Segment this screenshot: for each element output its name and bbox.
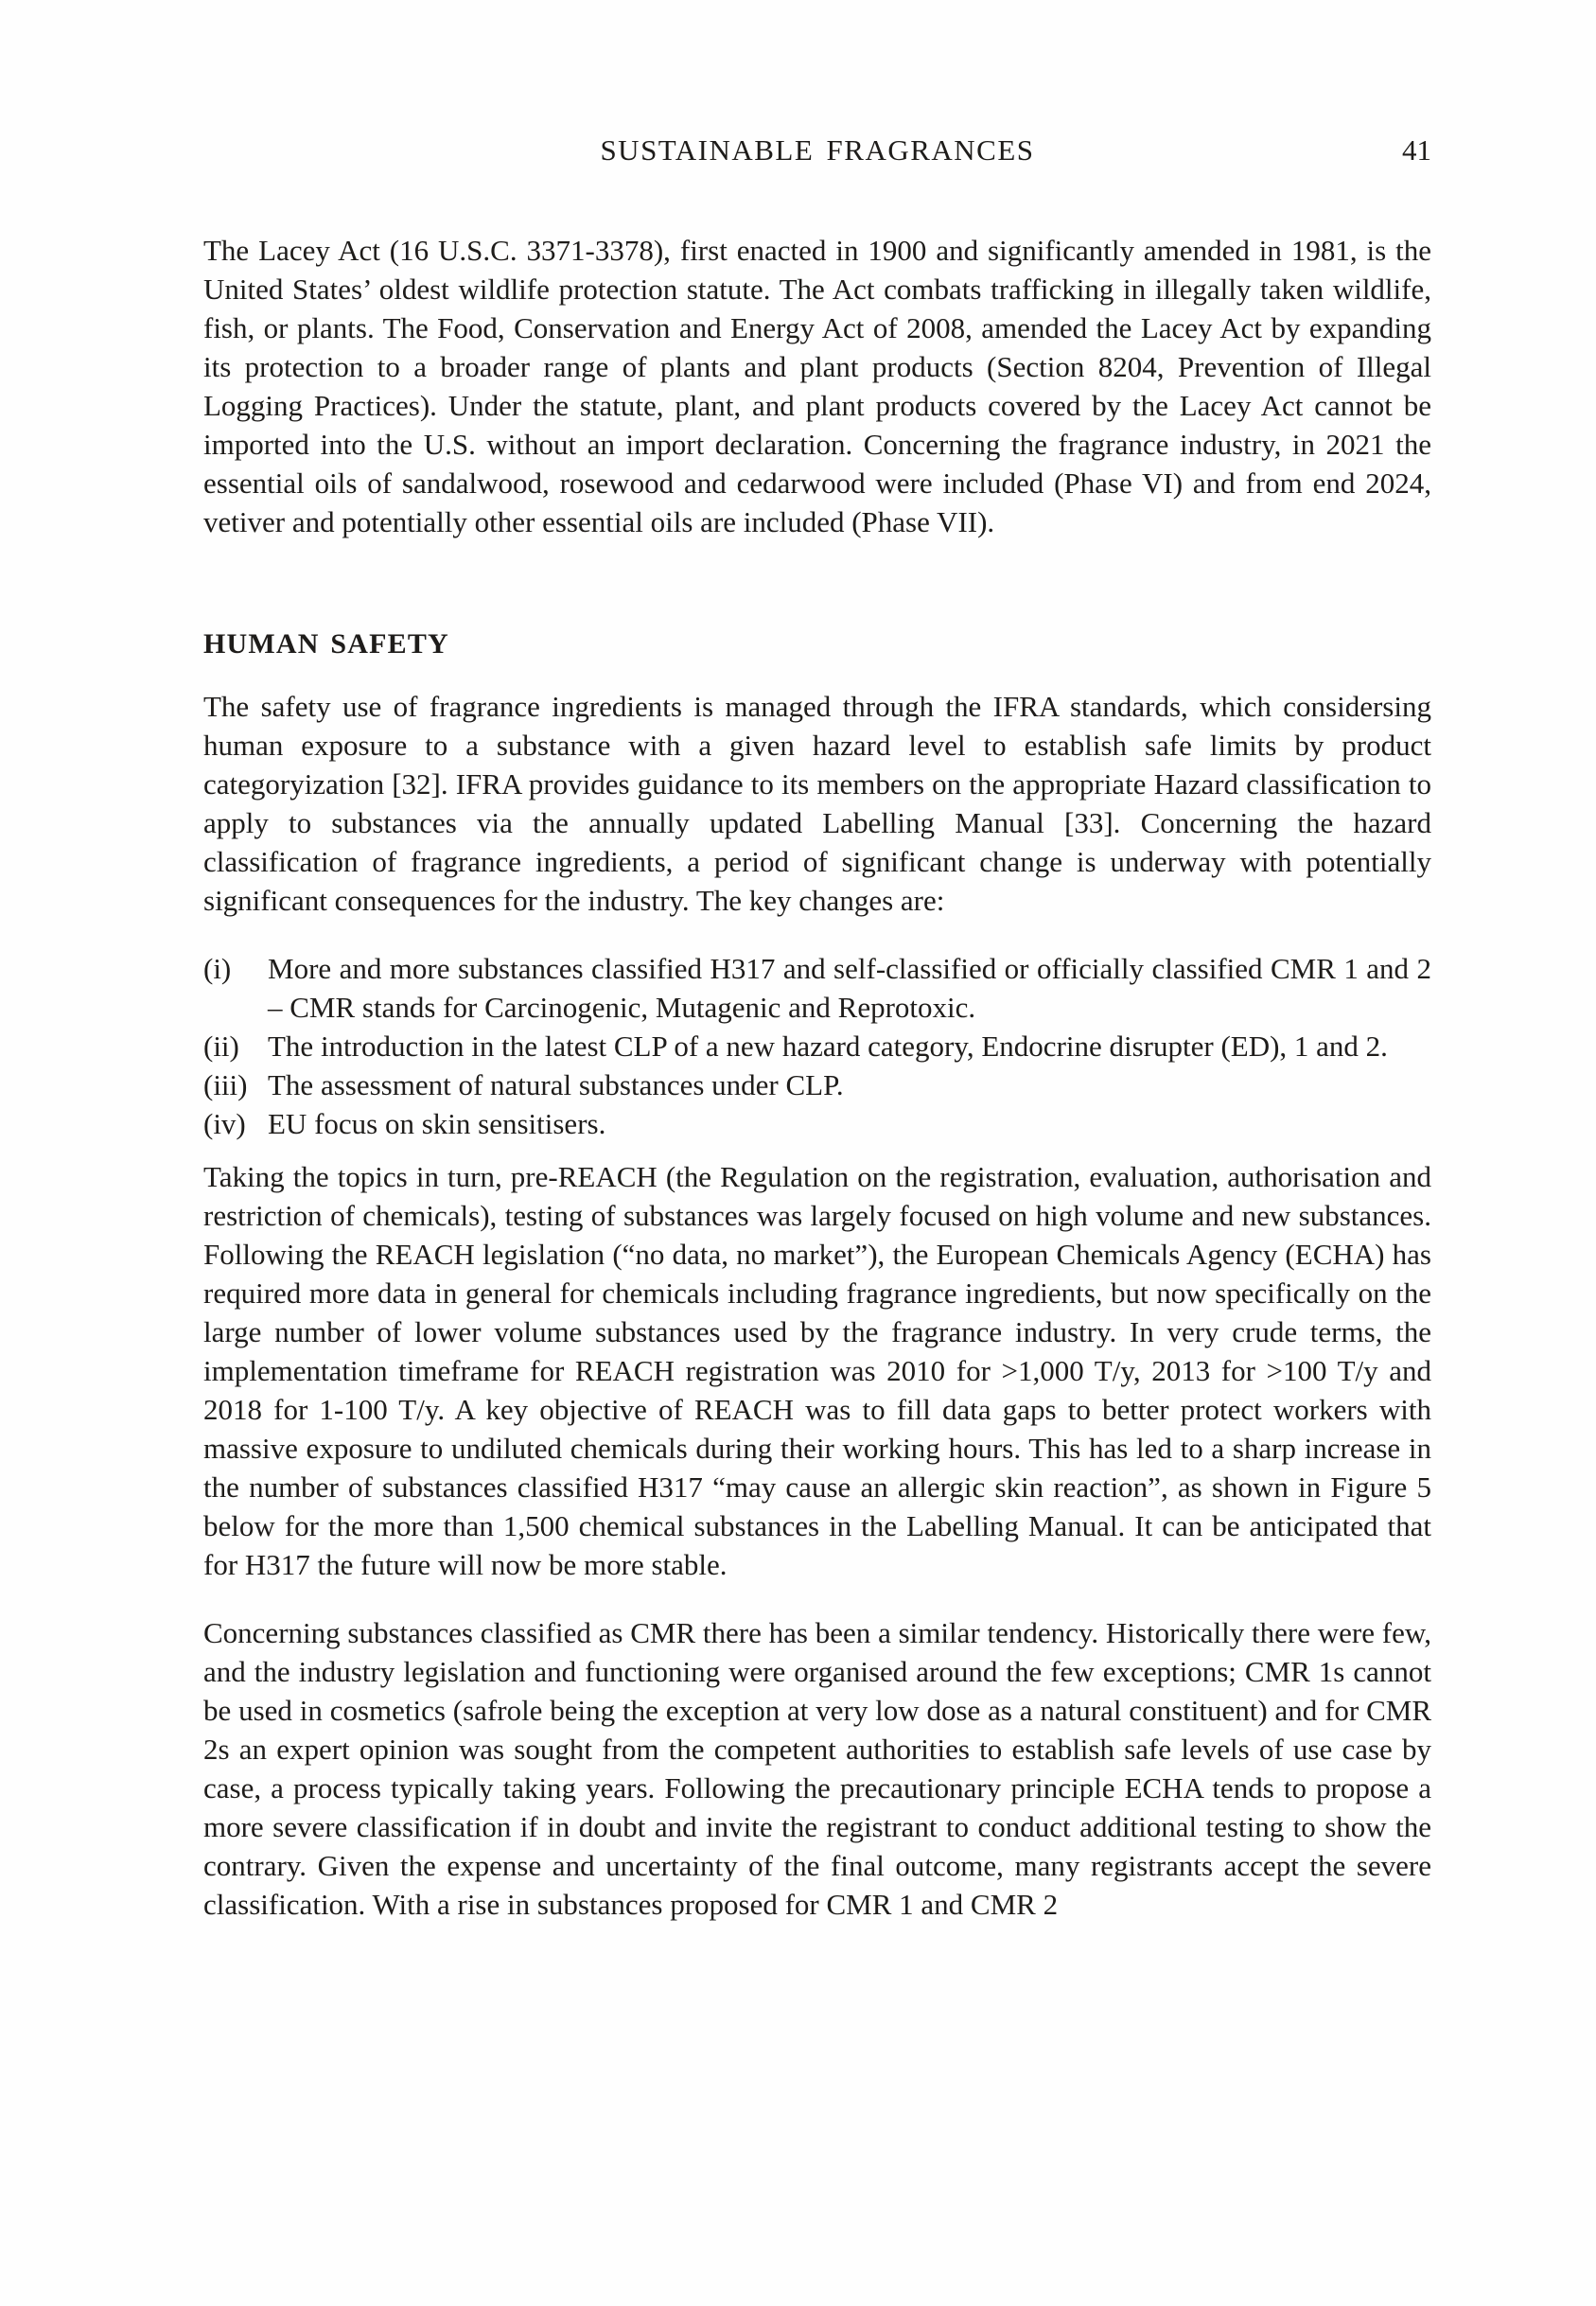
section-heading-human-safety: HUMAN SAFETY [203, 628, 449, 660]
list-marker: (iv) [203, 1106, 246, 1140]
list-item-text: More and more substances classified H317 and self-classified or officially classified CMR 1 and 2 – CMR stands for Carcinogenic, Mutagenic and Reprotoxic. [268, 951, 1431, 1024]
key-changes-list [203, 949, 1431, 1143]
list-marker: (i) [203, 951, 232, 985]
list-item [203, 1027, 1431, 1065]
running-head [203, 131, 1431, 170]
list-item-text: The assessment of natural substances under CLP. [268, 1067, 844, 1101]
list-marker: (ii) [203, 1029, 239, 1063]
paragraph-ifra-standards: The safety use of fragrance ingredients is managed through the IFRA standards, which considersing human exposure to a substance with a given hazard level to establish safe limits by product categoryization [32]. IFRA provides guidance to its members on the appropriate Hazard classification to apply to substances via the annually updated Labelling Manual [33]. Concerning the hazard classification of fragrance ingredients, a period of significant change is underway with potentially significant consequences for the industry. The key changes are: [203, 689, 1431, 917]
paragraph-lacey-act: The Lacey Act (16 U.S.C. 3371-3378), first enacted in 1900 and significantly amended in 1981, is the United States’ oldest wildlife protection statute. The Act combats trafficking in illegally taken wildlife, fish, or plants. The Food, Conservation and Energy Act of 2008, amended the Lacey Act by expanding its protection to a broader range of plants and plant products (Section 8204, Prevention of Illegal Logging Practices). Under the statute, plant, and plant products covered by the Lacey Act cannot be imported into the U.S. without an import declaration. Concerning the fragrance industry, in 2021 the essential oils of sandalwood, rosewood and cedarwood were included (Phase VI) and from end 2024, vetiver and potentially other essential oils are included (Phase VII). [203, 234, 1431, 538]
page-title: SUSTAINABLE FRAGRANCES [600, 133, 1035, 167]
list-item [203, 949, 1431, 1027]
paragraph-reach: Taking the topics in turn, pre-REACH (the Regulation on the registration, evaluation, authorisation and restriction of chemicals), testing of substances was largely focused on high volume and new substances. Following the REACH legislation (“no data, no market”), the European Chemicals Agency (ECHA) has required more data in general for chemicals including fragrance ingredients, but now specifically on the large number of lower volume substances used by the fragrance industry. In very crude terms, the implementation timeframe for REACH registration was 2010 for >1,000 T/y, 2013 for >100 T/y and 2018 for 1-100 T/y. A key objective of REACH was to fill data gaps to better protect workers with massive exposure to undiluted chemicals during their working hours. This has led to a sharp increase in the number of substances classified H317 “may cause an allergic skin reaction”, as shown in Figure 5 below for the more than 1,500 chemical substances in the Labelling Manual. It can be anticipated that for H317 the future will now be more stable. [203, 1159, 1431, 1581]
page-number: 41 [1402, 133, 1431, 167]
list-marker: (iii) [203, 1067, 248, 1101]
paragraph-cmr: Concerning substances classified as CMR there has been a similar tendency. Historically there were few, and the industry legislation and functioning were organised around the few exceptions; CMR 1s cannot be used in cosmetics (safrole being the exception at very low dose as a natural constituent) and for CMR 2s an expert opinion was sought from the competent authorities to establish safe levels of use case by case, a process typically taking years. Following the precautionary principle ECHA tends to propose a more severe classification if in doubt and invite the registrant to conduct additional testing to show the contrary. Given the expense and uncertainty of the final outcome, many registrants accept the severe classification. With a rise in substances proposed for CMR 1 and CMR 2 [203, 1615, 1431, 1921]
list-item [203, 1065, 1431, 1104]
list-item [203, 1104, 1431, 1143]
list-item-text: EU focus on skin sensitisers. [268, 1106, 606, 1140]
page-content [203, 0, 1431, 1953]
list-item-text: The introduction in the latest CLP of a new hazard category, Endocrine disrupter (ED), 1 and 2. [268, 1029, 1388, 1063]
